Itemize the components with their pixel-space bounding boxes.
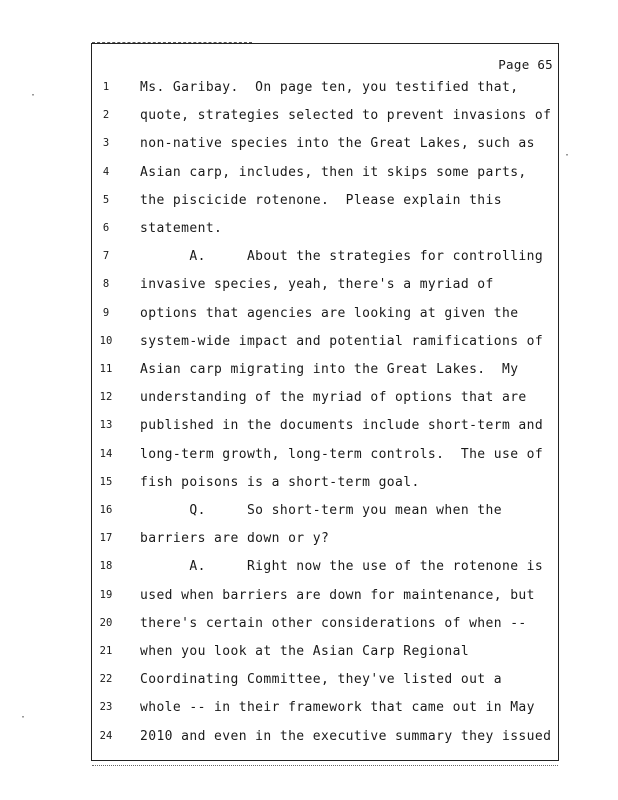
transcript-line: barriers are down or y? [140,531,330,546]
bottom-edge-rule [92,765,558,766]
line-number: 15 [99,476,113,488]
transcript-line: the piscicide rotenone. Please explain this [140,193,502,208]
line-number: 6 [102,222,110,234]
line-number: 21 [99,645,113,657]
transcript-line: Asian carp migrating into the Great Lakes. My [140,362,519,377]
transcript-line: Q. So short-term you mean when the [140,503,502,518]
right-margin-mark: · [564,150,571,161]
line-number: 24 [99,730,113,742]
left-margin-mark: · [30,90,37,101]
transcript-line: non-native species into the Great Lakes, such as [140,136,535,151]
line-number: 2 [102,109,110,121]
line-number: 12 [99,391,113,403]
transcript-line: quote, strategies selected to prevent invasions of [140,108,552,123]
line-number: 20 [99,617,113,629]
transcript-line: published in the documents include short-term and [140,418,544,433]
transcript-line: 2010 and even in the executive summary they issued [140,729,552,744]
transcript-line: fish poisons is a short-term goal. [140,475,420,490]
left-margin-mark: · [20,712,27,723]
transcript-line: when you look at the Asian Carp Regional [140,644,470,659]
transcript-line: Asian carp, includes, then it skips some parts, [140,165,527,180]
line-number: 7 [102,250,110,262]
transcript-line: whole -- in their framework that came out in May [140,700,535,715]
transcript-line: A. Right now the use of the rotenone is [140,559,544,574]
line-number: 17 [99,532,113,544]
line-number: 13 [99,419,113,431]
line-number: 3 [102,137,110,149]
transcript-line: statement. [140,221,223,236]
line-number: 18 [99,560,113,572]
transcript-line: A. About the strategies for controlling [140,249,544,264]
page-number: Page 65 [498,57,553,72]
transcript-line: there's certain other considerations of when -- [140,616,527,631]
line-number: 14 [99,448,113,460]
transcript-line: invasive species, yeah, there's a myriad of [140,277,494,292]
line-number: 8 [102,278,110,290]
line-number: 22 [99,673,113,685]
transcript-line: long-term growth, long-term controls. The use of [140,447,544,462]
line-number: 11 [99,363,113,375]
transcript-line: Ms. Garibay. On page ten, you testified that, [140,80,519,95]
line-number: 16 [99,504,113,516]
transcript-line: used when barriers are down for maintenance, but [140,588,535,603]
line-number: 4 [102,166,110,178]
line-number: 19 [99,589,113,601]
transcript-line: options that agencies are looking at given the [140,306,519,321]
transcript-line: Coordinating Committee, they've listed out a [140,672,502,687]
line-number: 9 [102,307,110,319]
transcript-line: system-wide impact and potential ramifications of [140,334,544,349]
line-number: 10 [99,335,113,347]
line-number: 5 [102,194,110,206]
transcript-line: understanding of the myriad of options that are [140,390,527,405]
line-number: 1 [102,81,110,93]
line-number: 23 [99,701,113,713]
